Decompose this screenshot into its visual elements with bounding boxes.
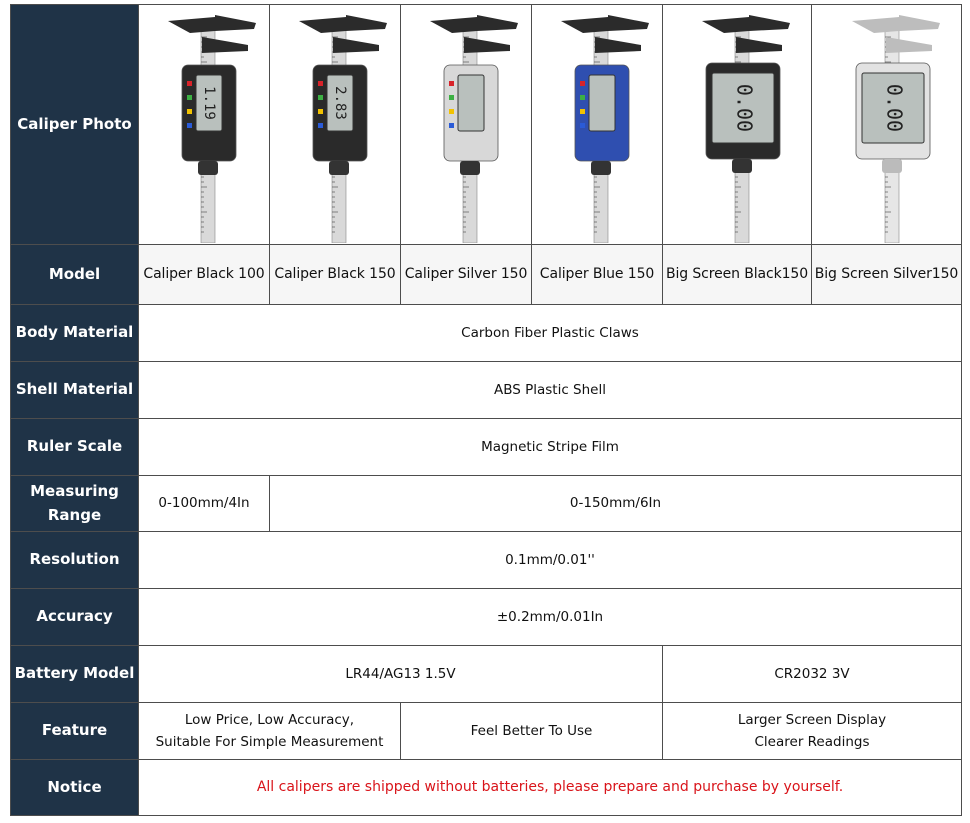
row-label-line: Range (47, 505, 102, 524)
slider-jaw (595, 37, 641, 53)
lcd-reading: 0.00 (882, 83, 906, 132)
slider-button (580, 123, 585, 128)
depth-jaw (608, 15, 649, 31)
feature-row (11, 703, 962, 760)
caliper-photo (672, 7, 802, 243)
model-name: Big Screen Black150 (663, 245, 812, 305)
lcd-reading: 0.00 (732, 83, 757, 132)
slider-button (449, 81, 454, 86)
body-material-row (11, 305, 962, 362)
spec-table (10, 4, 962, 816)
slider-button (449, 109, 454, 114)
row-label-body-material: Body Material (11, 305, 139, 362)
lcd-reading: 1.19 (201, 85, 217, 120)
depth-jaw (477, 15, 518, 31)
depth-jaw (346, 15, 387, 31)
caliper-photo (275, 7, 395, 243)
upper-jaw (168, 17, 215, 33)
row-label-shell-material: Shell Material (11, 362, 139, 419)
slider-button (449, 95, 454, 100)
row-label-ruler-scale: Ruler Scale (11, 419, 139, 476)
slider-button (580, 81, 585, 86)
photo-cell (139, 5, 270, 245)
slider-button (187, 81, 192, 86)
resolution-row (11, 532, 962, 589)
model-name: Caliper Black 150 (270, 245, 401, 305)
photo-row (11, 5, 962, 245)
caliper-photo (406, 7, 526, 243)
feature-line: Low Price, Low Accuracy, (184, 711, 355, 728)
depth-jaw (899, 15, 940, 31)
thumb-wheel (591, 161, 611, 175)
feature-line: Larger Screen Display (737, 711, 887, 728)
slider-button (187, 123, 192, 128)
slider-button (187, 109, 192, 114)
slider-jaw (333, 37, 379, 53)
battery-row (11, 646, 962, 703)
caliper-comparison-table (10, 4, 961, 816)
model-name: Caliper Blue 150 (532, 245, 663, 305)
slider-jaw (202, 37, 248, 53)
upper-jaw (299, 17, 346, 33)
feature-value (663, 703, 962, 760)
battery-value: CR2032 3V (663, 646, 962, 703)
model-name: Big Screen Silver150 (812, 245, 962, 305)
slider-button (580, 109, 585, 114)
model-name: Caliper Black 100 (139, 245, 270, 305)
measuring-range-value: 0-150mm/6In (270, 476, 962, 532)
slider-button (318, 123, 323, 128)
row-label-accuracy: Accuracy (11, 589, 139, 646)
thumb-wheel (329, 161, 349, 175)
photo-cell (270, 5, 401, 245)
shell-material-row (11, 362, 962, 419)
body-material-value: Carbon Fiber Plastic Claws (139, 305, 962, 362)
accuracy-value: ±0.2mm/0.01In (139, 589, 962, 646)
feature-line: Suitable For Simple Measurement (155, 734, 384, 750)
notice-value: All calipers are shipped without batteries, please prepare and purchase by yourself. (139, 760, 962, 816)
slider-button (318, 109, 323, 114)
upper-jaw (561, 17, 608, 33)
slider-button (187, 95, 192, 100)
slider-button (580, 95, 585, 100)
resolution-value: 0.1mm/0.01'' (139, 532, 962, 589)
ruler-scale-row (11, 419, 962, 476)
feature-value (139, 703, 401, 760)
upper-jaw (702, 17, 749, 33)
model-name: Caliper Silver 150 (401, 245, 532, 305)
row-label-model: Model (11, 245, 139, 305)
slider-jaw (736, 37, 782, 53)
measuring-range-value: 0-100mm/4In (139, 476, 270, 532)
photo-cell (663, 5, 812, 245)
photo-cell (532, 5, 663, 245)
thumb-wheel (732, 159, 752, 173)
thumb-wheel (882, 159, 902, 173)
upper-jaw (852, 17, 899, 33)
upper-jaw (430, 17, 477, 33)
row-label-line: Measuring (30, 482, 119, 501)
slider-button (318, 95, 323, 100)
model-row (11, 245, 962, 305)
row-label-photo: Caliper Photo (11, 5, 139, 245)
row-label-feature: Feature (11, 703, 139, 760)
caliper-photo (537, 7, 657, 243)
depth-jaw (749, 15, 790, 31)
measuring-range-row (11, 476, 962, 532)
row-label-notice: Notice (11, 760, 139, 816)
lcd-reading: 2.83 (332, 85, 348, 120)
row-label-battery-model: Battery Model (11, 646, 139, 703)
row-label-resolution: Resolution (11, 532, 139, 589)
lcd-screen (589, 75, 615, 131)
notice-row (11, 760, 962, 816)
slider-jaw (464, 37, 510, 53)
caliper-photo (144, 7, 264, 243)
lcd-screen (458, 75, 484, 131)
depth-jaw (215, 15, 256, 31)
thumb-wheel (460, 161, 480, 175)
accuracy-row (11, 589, 962, 646)
row-label-measuring-range (11, 476, 139, 532)
caliper-photo (822, 7, 952, 243)
photo-cell (812, 5, 962, 245)
ruler-scale-value: Magnetic Stripe Film (139, 419, 962, 476)
thumb-wheel (198, 161, 218, 175)
battery-value: LR44/AG13 1.5V (139, 646, 663, 703)
feature-value: Feel Better To Use (401, 703, 663, 760)
slider-button (449, 123, 454, 128)
slider-jaw (886, 37, 932, 53)
shell-material-value: ABS Plastic Shell (139, 362, 962, 419)
feature-line: Clearer Readings (754, 734, 870, 750)
photo-cell (401, 5, 532, 245)
slider-button (318, 81, 323, 86)
